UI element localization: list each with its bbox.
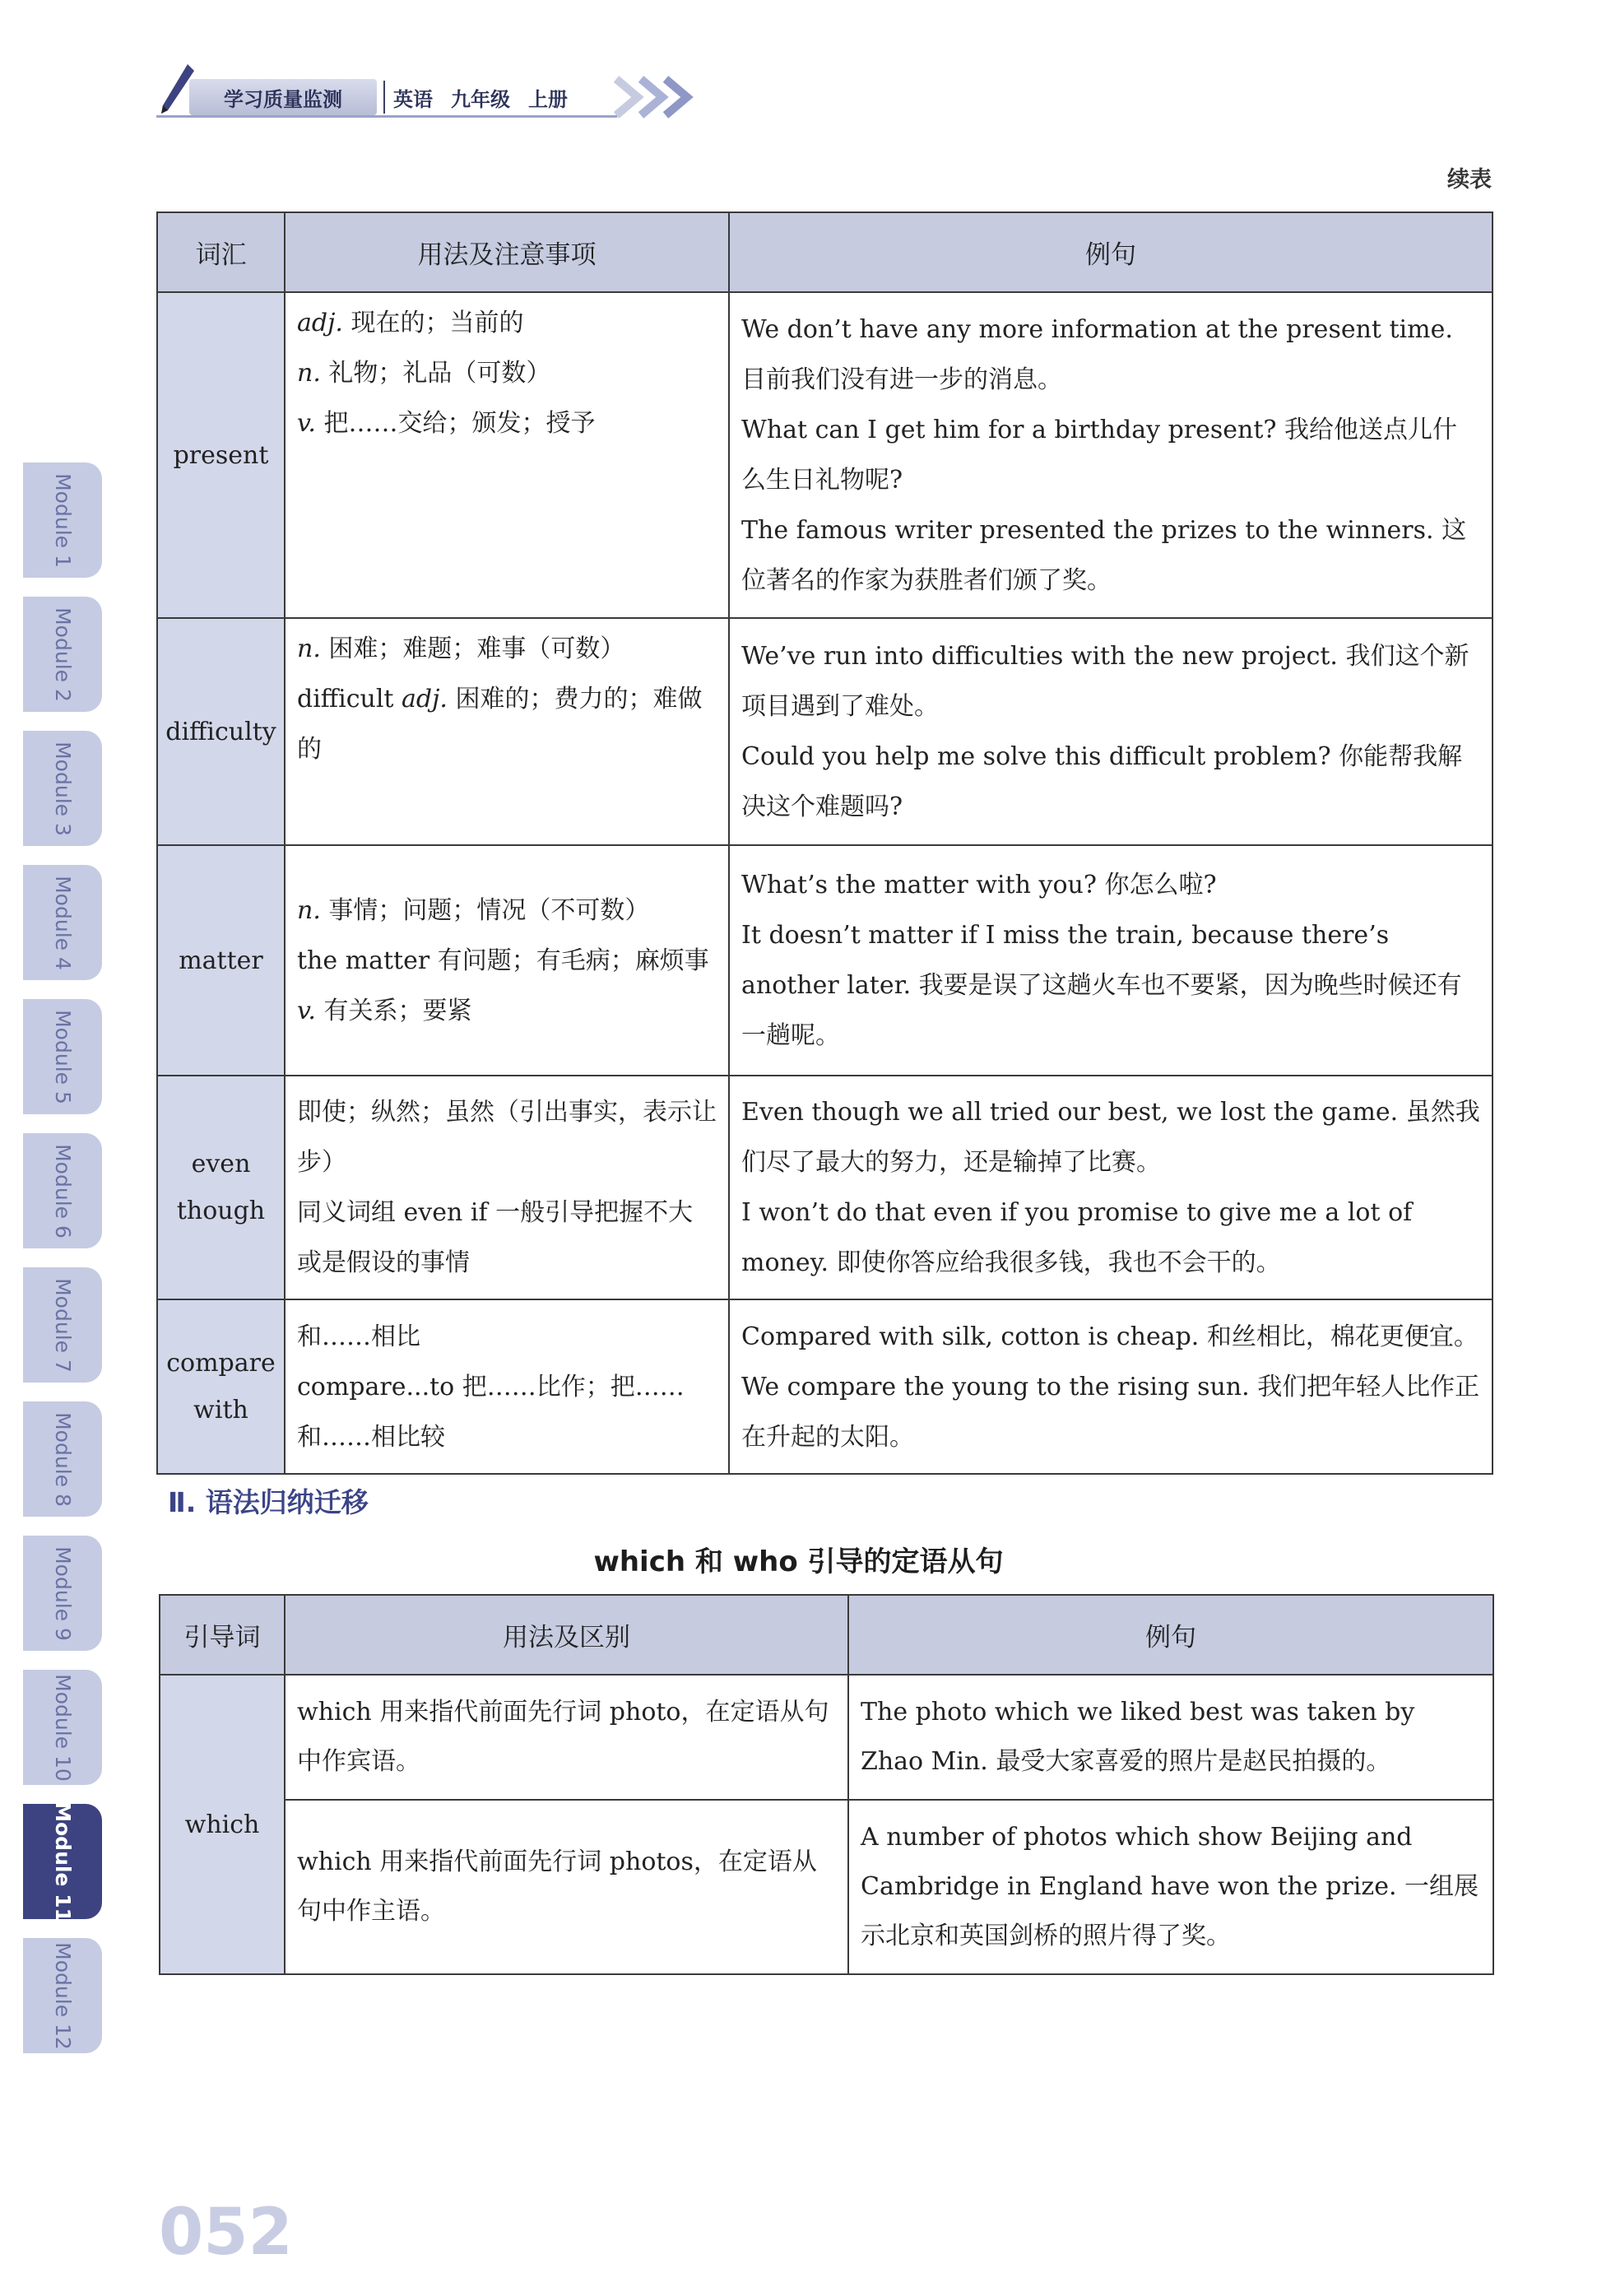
tab-module-4[interactable]: Module 4 — [23, 865, 102, 980]
example-cell: The photo which we liked best was taken by Zhao Min. 最受大家喜爱的照片是赵民拍摄的。 — [848, 1675, 1493, 1800]
usage-line: compare...to 把……比作；把……和……相比较 — [297, 1372, 685, 1452]
usage-line: v. 把……交给；颁发；授予 — [297, 409, 596, 438]
example-cell — [729, 1299, 1493, 1474]
relative-word: which — [160, 1675, 285, 1974]
volume-label: 上册 — [528, 87, 568, 111]
usage-cell: which 用来指代前面先行词 photos，在定语从句中作主语。 — [285, 1800, 848, 1974]
tab-module-1[interactable]: Module 1 — [23, 462, 102, 578]
usage-line: difficult adj. 困难的；费力的；难做的 — [297, 685, 703, 764]
tab-module-8[interactable]: Module 8 — [23, 1401, 102, 1517]
example-sentence: We’ve run into difficulties with the new project. 我们这个新项目遇到了难处。 — [741, 642, 1469, 721]
example-cell — [729, 1076, 1493, 1299]
header-usage: 用法及区别 — [285, 1595, 848, 1675]
tab-module-7[interactable]: Module 7 — [23, 1267, 102, 1383]
table-row — [157, 618, 1493, 845]
tab-module-10[interactable]: Module 10 — [23, 1670, 102, 1785]
table-row — [157, 292, 1493, 618]
header-usage: 用法及注意事项 — [285, 212, 729, 292]
vocab-word: matter — [157, 845, 285, 1076]
chevron-right-icon — [613, 74, 720, 120]
vocab-word: present — [157, 292, 285, 618]
header-example: 例句 — [729, 212, 1493, 292]
example-sentence: Compared with silk, cotton is cheap. 和丝相比，棉花更便宜。 — [741, 1322, 1479, 1351]
grammar-table — [159, 1594, 1494, 1975]
grammar-table-title: which 和 who 引导的定语从句 — [593, 1545, 1004, 1578]
example-sentence: We compare the young to the rising sun. 我们把年轻人比作正在升起的太阳。 — [741, 1372, 1480, 1452]
tab-module-2[interactable]: Module 2 — [23, 597, 102, 712]
table-row — [157, 1299, 1493, 1474]
tab-module-12[interactable]: Module 12 — [23, 1938, 102, 2053]
usage-line: 和……相比 — [297, 1322, 420, 1351]
table-header-row — [160, 1595, 1493, 1675]
section-title: Ⅱ. 语法归纳迁移 — [168, 1486, 369, 1518]
usage-cell — [285, 292, 729, 618]
table-row — [160, 1675, 1493, 1800]
tab-module-6[interactable]: Module 6 — [23, 1133, 102, 1248]
usage-cell: which 用来指代前面先行词 photo，在定语从句中作宾语。 — [285, 1675, 848, 1800]
tab-module-11[interactable]: Module 11 — [23, 1804, 102, 1919]
example-sentence: The famous writer presented the prizes to the winners. 这位著名的作家为获胜者们颁了奖。 — [741, 516, 1467, 595]
tab-module-9[interactable]: Module 9 — [23, 1536, 102, 1651]
example-sentence: What can I get him for a birthday present? 我给他送点儿什么生日礼物呢? — [741, 416, 1458, 495]
table-row — [157, 845, 1493, 1076]
header-relative-word: 引导词 — [160, 1595, 285, 1675]
example-sentence: We don’t have any more information at the present time. 目前我们没有进一步的消息。 — [741, 315, 1453, 394]
usage-cell — [285, 618, 729, 845]
example-sentence: I won’t do that even if you promise to give me a lot of money. 即使你答应给我很多钱，我也不会干的。 — [741, 1198, 1413, 1277]
header-underline — [156, 115, 617, 118]
series-badge: 学习质量监测 — [189, 79, 377, 115]
example-cell — [729, 618, 1493, 845]
tab-module-3[interactable]: Module 3 — [23, 731, 102, 846]
continued-label: 续表 — [1447, 167, 1492, 193]
example-cell — [729, 845, 1493, 1076]
usage-line: v. 有关系；要紧 — [297, 996, 472, 1025]
usage-line: 同义词组 even if 一般引导把握不大或是假设的事情 — [297, 1198, 694, 1277]
usage-cell — [285, 1299, 729, 1474]
usage-line: n. 事情；问题；情况（不可数） — [297, 895, 650, 925]
header-divider — [383, 81, 385, 114]
vocab-word: difficulty — [157, 618, 285, 845]
example-sentence: Even though we all tried our best, we lost the game. 虽然我们尽了最大的努力，还是输掉了比赛。 — [741, 1098, 1480, 1177]
header-word: 词汇 — [157, 212, 285, 292]
vocabulary-table — [156, 211, 1493, 1475]
header-example: 例句 — [848, 1595, 1493, 1675]
grade-label: 九年级 — [451, 87, 510, 111]
usage-line: the matter 有问题；有毛病；麻烦事 — [297, 946, 709, 975]
table-header-row — [157, 212, 1493, 292]
page-number: 052 — [159, 2196, 293, 2270]
tab-module-5[interactable]: Module 5 — [23, 999, 102, 1114]
example-sentence: What’s the matter with you? 你怎么啦? — [741, 871, 1217, 899]
usage-line: 即使；纵然；虽然（引出事实，表示让步） — [297, 1098, 717, 1177]
usage-cell — [285, 1076, 729, 1299]
book-info — [393, 81, 568, 114]
example-cell: A number of photos which show Beijing and Cambridge in England have won the prize. 一组展示北京和英国剑桥的照片得了奖。 — [848, 1800, 1493, 1974]
subject-label: 英语 — [393, 87, 433, 111]
example-cell — [729, 292, 1493, 618]
usage-cell — [285, 845, 729, 1076]
usage-line: adj. 现在的；当前的 — [297, 309, 524, 337]
usage-line: n. 礼物；礼品（可数） — [297, 359, 551, 388]
usage-line: n. 困难；难题；难事（可数） — [297, 634, 625, 663]
vocab-word: even though — [157, 1076, 285, 1299]
table-row — [160, 1800, 1493, 1974]
vocab-word: compare with — [157, 1299, 285, 1474]
example-sentence: It doesn’t matter if I miss the train, because there’s another later. 我要是误了这趟火车也不要紧，因为晚些时候还有一趟呢。 — [741, 921, 1462, 1050]
example-sentence: Could you help me solve this difficult problem? 你能帮我解决这个难题吗? — [741, 742, 1463, 821]
table-row — [157, 1076, 1493, 1299]
